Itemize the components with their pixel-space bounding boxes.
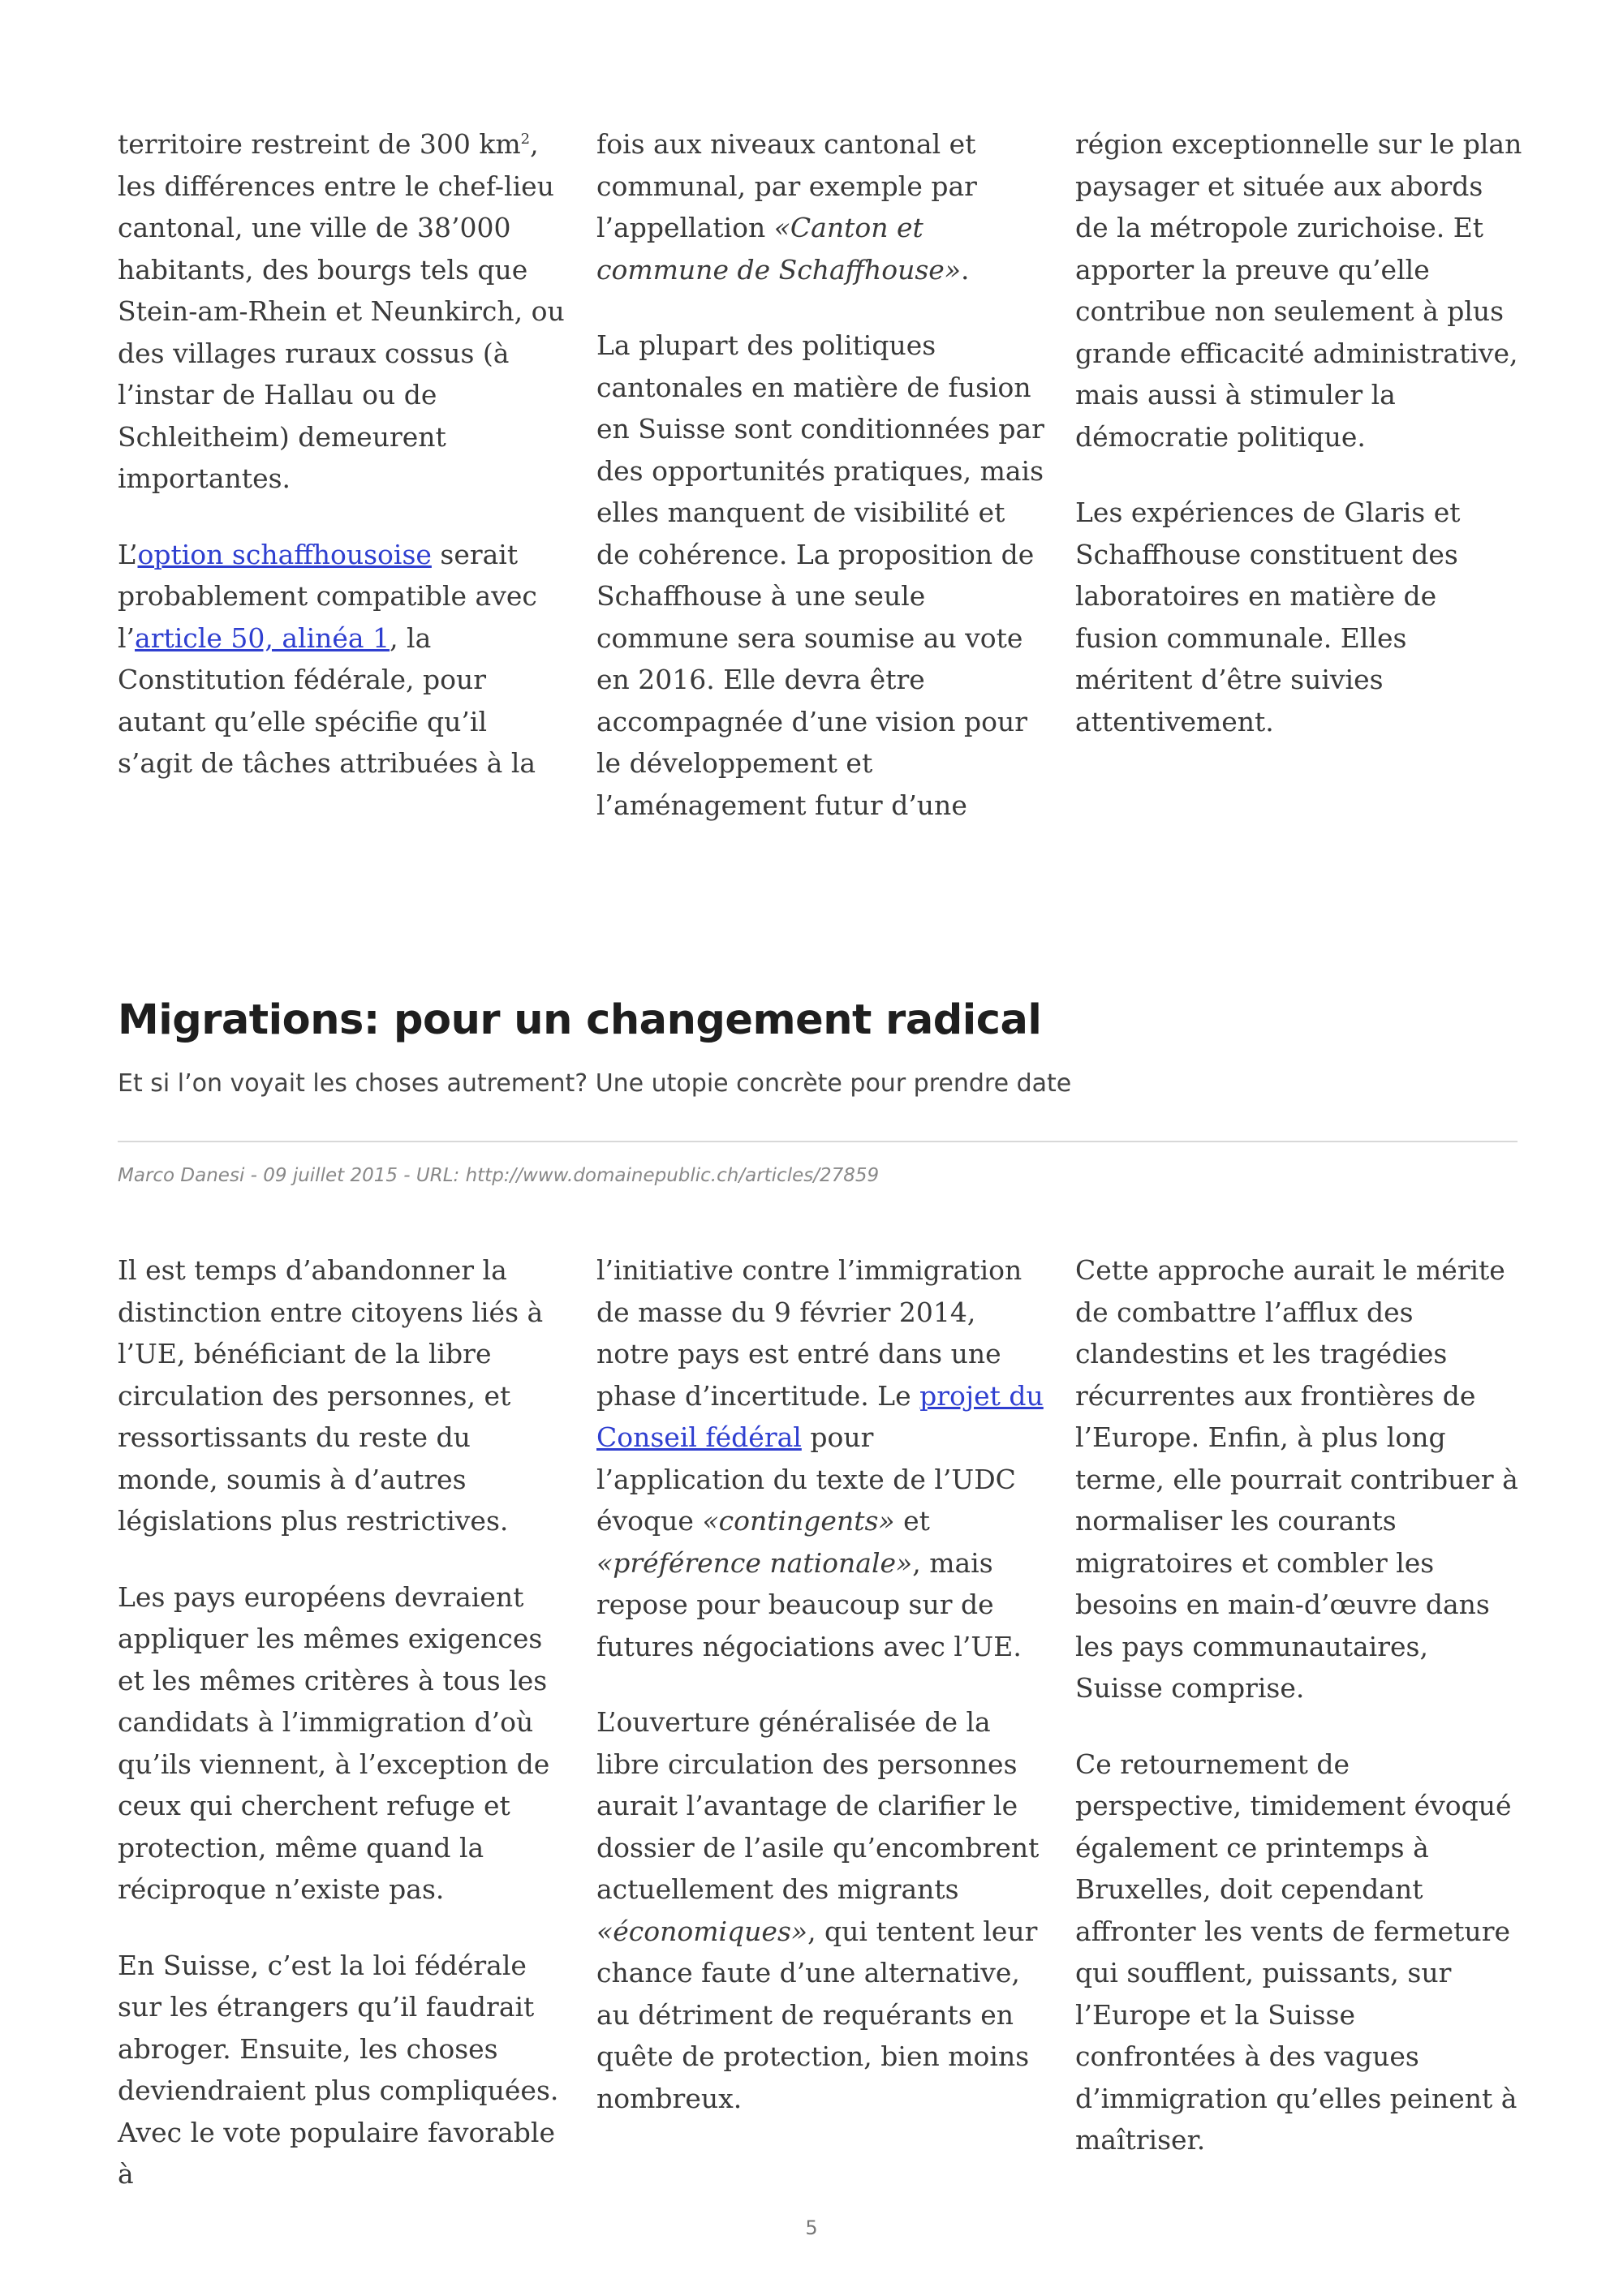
paragraph: Les expériences de Glaris et Schaffhouse constituent des laboratoires en matière de fusion communale. Elles méritent d’être suivies attentivement. — [1075, 497, 1461, 737]
article-column-3 — [1075, 1249, 1523, 2195]
top-column-1 — [118, 123, 566, 819]
top-column-2 — [596, 123, 1044, 860]
paragraph: L’option schaffhousoise serait probablement compatible avec l’article 50, alinéa 1, la Constitution fédérale, pour autant qu’elle spécifie qu’il s’agit de tâches attribuées à la — [118, 538, 537, 779]
article-column-2 — [596, 1249, 1044, 2153]
paragraph: territoire restreint de 300 $km^2$, les différences entre le chef-lieu cantonal, une ville de 38’000 habitants, des bourgs tels que Stein-am-Rhein et Neunkirch, ou des villages ruraux cossus (à l’instar de Hallau ou de Schleitheim) demeurent importantes. — [118, 128, 565, 494]
option-schaffhousoise-link[interactable]: option schaffhousoise — [137, 538, 432, 570]
paragraph: Ce retournement de perspective, timidement évoqué également ce printemps à Bruxelles, doit cependant affronter les vents de fermeture qui soufflent, puissants, sur l’Europe et la Suisse confrontées à des vagues d’immigration qu’elles peinent à maîtriser. — [1075, 1748, 1518, 2156]
paragraph: région exceptionnelle sur le plan paysager et située aux abords de la métropole zurichoise. Et apporter la preuve qu’elle contribue non seulement à plus grande efficacité administrative, mais aussi à stimuler la démocratie politique. — [1075, 128, 1522, 453]
article-column-1 — [118, 1249, 566, 2229]
paragraph: fois aux niveaux cantonal et communal, par exemple par l’appellation «Canton et commune de Schaffhouse». — [596, 128, 977, 286]
page-number: 5 — [805, 2216, 818, 2239]
paragraph: l’initiative contre l’immigration de masse du 9 février 2014, notre pays est entré dans une phase d’incertitude. Le projet du Conseil fédéral pour l’application du texte de l’UDC évoque «contingents» et «préférence nationale», mais repose pour beaucoup sur de futures négociations avec l’UE. — [596, 1254, 1044, 1662]
divider — [118, 1141, 1518, 1142]
paragraph: Cette approche aurait le mérite de combattre l’afflux des clandestins et les tragédies récurrentes aux frontières de l’Europe. Enfin, à plus long terme, elle pourrait contribuer à normaliser les courants migratoires et combler les besoins en main-d’œuvre dans les pays communautaires, Suisse comprise. — [1075, 1254, 1518, 1704]
article-meta: Marco Danesi - 09 juillet 2015 - URL: http://www.domainepublic.ch/articles/27859 — [118, 1165, 880, 1186]
article-50-link[interactable]: article 50, alinéa 1 — [135, 621, 390, 654]
paragraph: La plupart des politiques cantonales en matière de fusion en Suisse sont conditionnées par des opportunités pratiques, mais elles manquent de visibilité et de cohérence. La proposition de Schaffhouse à une seule commune sera soumise au vote en 2016. Elle devra être accompagnée d’une vision pour le développement et l’aménagement futur d’une — [596, 329, 1044, 821]
paragraph: En Suisse, c’est la loi fédérale sur les étrangers qu’il faudrait abroger. Ensuite, les choses deviendraient plus compliquées. Avec le vote populaire favorable à — [118, 1949, 559, 2190]
top-column-3 — [1075, 123, 1523, 776]
paragraph: L’ouverture généralisée de la libre circulation des personnes aurait l’avantage de clarifier le dossier de l’asile qu’encombrent actuellement des migrants «économiques», qui tentent leur chance faute d’une alternative, au détriment de requérants en quête de protection, bien moins nombreux. — [596, 1706, 1040, 2114]
paragraph: Il est temps d’abandonner la distinction entre citoyens liés à l’UE, bénéficiant de la libre circulation des personnes, et ressortissants du reste du monde, soumis à d’autres législations plus restrictives. — [118, 1254, 544, 1537]
projet-conseil-federal-link[interactable]: projet du Conseil fédéral — [596, 1379, 1044, 1453]
article-subtitle: Et si l’on voyait les choses autrement? Une utopie concrète pour prendre date — [118, 1069, 1072, 1098]
paragraph: Les pays européens devraient appliquer les mêmes exigences et les mêmes critères à tous les candidats à l’immigration d’où qu’ils viennent, à l’exception de ceux qui cherchent refuge et protection, même quand la réciproque n’existe pas. — [118, 1580, 550, 1905]
article-title: Migrations: pour un changement radical — [118, 996, 1042, 1044]
